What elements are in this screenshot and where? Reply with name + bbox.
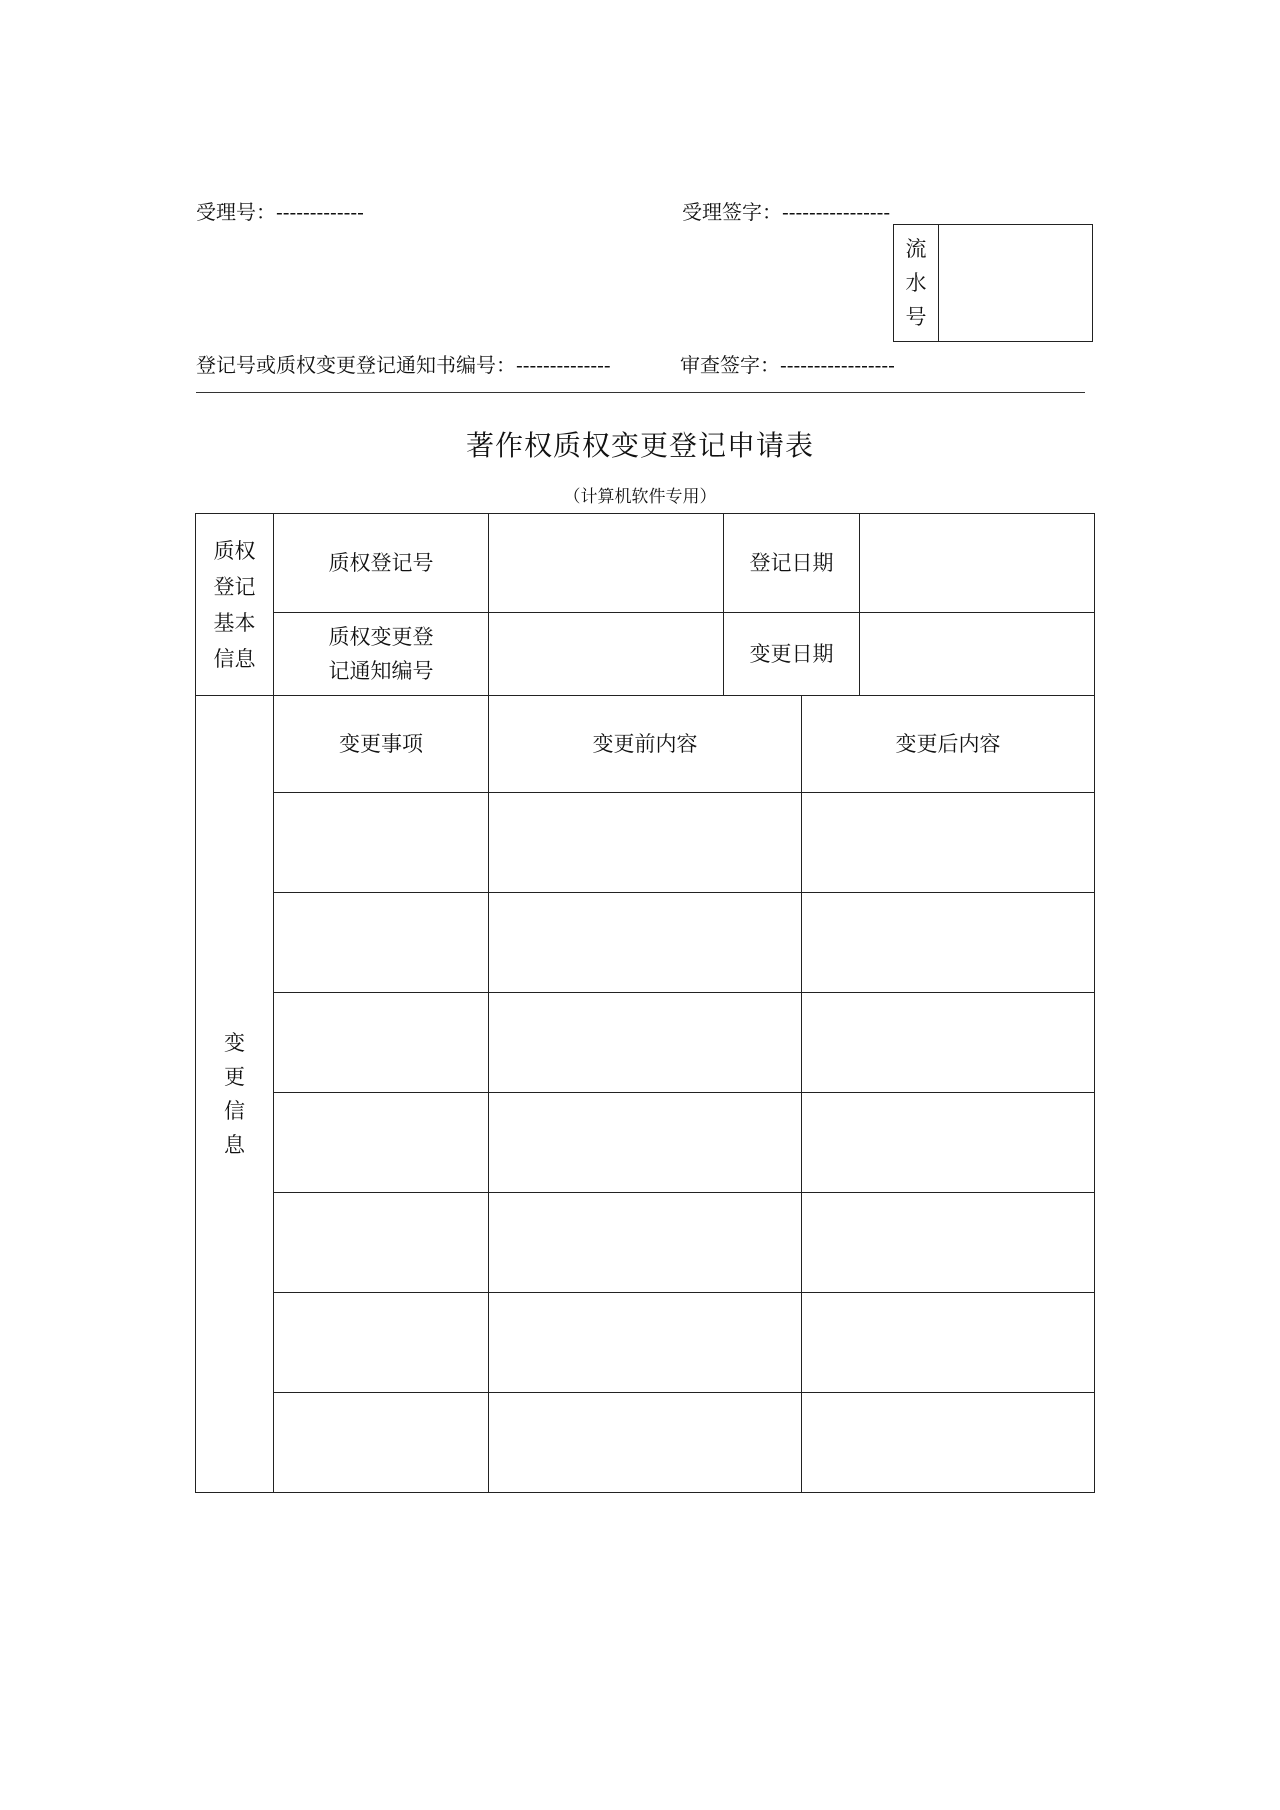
change-notice-number-field[interactable] <box>489 613 724 696</box>
section-label-line: 信息 <box>213 646 256 671</box>
serial-number-label <box>894 225 939 341</box>
label-line: 质权变更登 <box>328 625 434 649</box>
change-date-label: 变更日期 <box>724 613 860 696</box>
before-content-cell[interactable] <box>489 1193 802 1293</box>
page-title: 著作权质权变更登记申请表 <box>465 429 814 462</box>
table-row <box>196 793 1095 893</box>
table-row <box>196 613 1095 696</box>
table-row <box>196 993 1095 1093</box>
table-row <box>196 1293 1095 1393</box>
section-label-line: 基本 <box>213 610 256 635</box>
section-label-line: 质权 <box>213 538 256 563</box>
review-signature-label: 审查签字：----------------- <box>680 353 895 377</box>
table-row <box>196 893 1095 993</box>
separator-rule <box>196 392 1085 393</box>
column-header-after-content: 变更后内容 <box>802 696 1095 793</box>
change-item-cell[interactable] <box>274 1393 489 1493</box>
after-content-cell[interactable] <box>802 993 1095 1093</box>
change-item-cell[interactable] <box>274 793 489 893</box>
label-line: 记通知编号 <box>328 659 434 683</box>
serial-label-char: 流 <box>905 237 927 261</box>
registration-date-field[interactable] <box>860 514 1095 613</box>
change-item-cell[interactable] <box>274 893 489 993</box>
table-row <box>196 1193 1095 1293</box>
after-content-cell[interactable] <box>802 793 1095 893</box>
serial-number-box <box>893 224 1093 342</box>
pledge-registration-number-field[interactable] <box>489 514 724 613</box>
pledge-registration-number-label: 质权登记号 <box>274 514 489 613</box>
after-content-cell[interactable] <box>802 1093 1095 1193</box>
section-label-char: 息 <box>224 1133 245 1157</box>
change-info-section-label <box>196 696 274 1493</box>
page-subtitle: （计算机软件专用） <box>563 487 717 507</box>
section-label-char: 信 <box>224 1099 245 1123</box>
column-header-change-item: 变更事项 <box>274 696 489 793</box>
section-label-char: 变 <box>224 1031 245 1055</box>
acceptance-signature-label: 受理签字：---------------- <box>682 200 891 224</box>
application-form-table <box>195 513 1095 1493</box>
table-row <box>196 514 1095 613</box>
section-label-line: 登记 <box>213 574 256 599</box>
before-content-cell[interactable] <box>489 793 802 893</box>
change-item-cell[interactable] <box>274 1093 489 1193</box>
after-content-cell[interactable] <box>802 1393 1095 1493</box>
serial-number-field[interactable] <box>939 225 1092 341</box>
registration-date-label: 登记日期 <box>724 514 860 613</box>
registration-number-label: 登记号或质权变更登记通知书编号：-------------- <box>196 353 611 377</box>
change-item-cell[interactable] <box>274 1193 489 1293</box>
section-label-char: 更 <box>224 1065 245 1089</box>
serial-label-char: 水 <box>905 271 927 295</box>
after-content-cell[interactable] <box>802 893 1095 993</box>
change-item-cell[interactable] <box>274 993 489 1093</box>
column-header-before-content: 变更前内容 <box>489 696 802 793</box>
before-content-cell[interactable] <box>489 1093 802 1193</box>
before-content-cell[interactable] <box>489 1293 802 1393</box>
table-row <box>196 1093 1095 1193</box>
before-content-cell[interactable] <box>489 1393 802 1493</box>
table-row <box>196 696 1095 793</box>
serial-label-char: 号 <box>905 305 927 329</box>
change-date-field[interactable] <box>860 613 1095 696</box>
acceptance-number-label: 受理号：------------- <box>196 200 364 224</box>
before-content-cell[interactable] <box>489 993 802 1093</box>
before-content-cell[interactable] <box>489 893 802 993</box>
change-notice-number-label <box>274 613 489 696</box>
basic-info-section-label <box>196 514 274 696</box>
table-row <box>196 1393 1095 1493</box>
after-content-cell[interactable] <box>802 1293 1095 1393</box>
after-content-cell[interactable] <box>802 1193 1095 1293</box>
change-item-cell[interactable] <box>274 1293 489 1393</box>
